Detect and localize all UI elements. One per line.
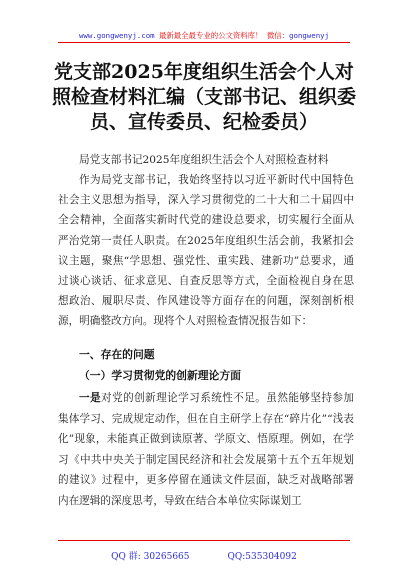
section-heading-2: （一）学习贯彻党的创新理论方面	[79, 369, 241, 382]
footer-qq: QQ:535304092	[227, 552, 297, 562]
paragraph-intro: 作为局党支部书记，我始终坚持以习近平新时代中国特色社会主义思想为指导，深入学习贯彻党的二十大和二十届四中全会精神，全面落实新时代党的建设总要求，切实履行全面从严治党第一责任人职责。在2025年度组织生活会前，我紧扣会议主题，聚焦“学思想、强党性、重实践、建新功”总要求，通过谈心谈话、征求意见、自查反思等方式，全面检视自身在思想政治、履职尽责、作风建设等方面存在的问题，深刻剖析根源，明确整改方向。现将个人对照检查情况报告如下：	[58, 174, 354, 328]
header-wechat-label: 微信：	[266, 31, 289, 40]
header-slogan: 最新最全最专业的公文资料库！	[158, 31, 263, 40]
page-footer	[0, 549, 408, 562]
paragraph-problem-1-text: 对党的创新理论学习系统性不足。虽然能够坚持参加集体学习、完成规定动作，但在自主研学上存在“碎片化”“浅表化”现象，未能真正做到读原著、学原文、悟原理。例如，在学习《中共中央关于制定国民经济和社会发展第十五个五年规划的建议》过程中，更多停留在通读文件层面，缺乏对战略部署内在逻辑的深度思考，导致在结合本单位实际谋划工	[58, 392, 355, 507]
page-header	[0, 30, 408, 41]
document-title: 党支部2025年度组织生活会个人对照检查材料汇编（支部书记、组织委员、宣传委员、纪检委员）	[51, 61, 356, 133]
section-heading-1: 一、存在的问题	[79, 348, 155, 361]
footer-divider	[58, 540, 350, 541]
footer-qq-group: QQ 群: 30265665	[111, 552, 190, 562]
document-subtitle: 局党支部书记2025年度组织生活会个人对照检查材料	[79, 154, 329, 166]
header-url-link[interactable]: www.gongwenyj.com	[78, 31, 155, 40]
header-wechat-id: gongwenyj	[289, 31, 330, 40]
header-divider	[58, 42, 350, 43]
paragraph-problem-1	[58, 388, 354, 512]
paragraph-lead: 一是	[79, 392, 102, 404]
